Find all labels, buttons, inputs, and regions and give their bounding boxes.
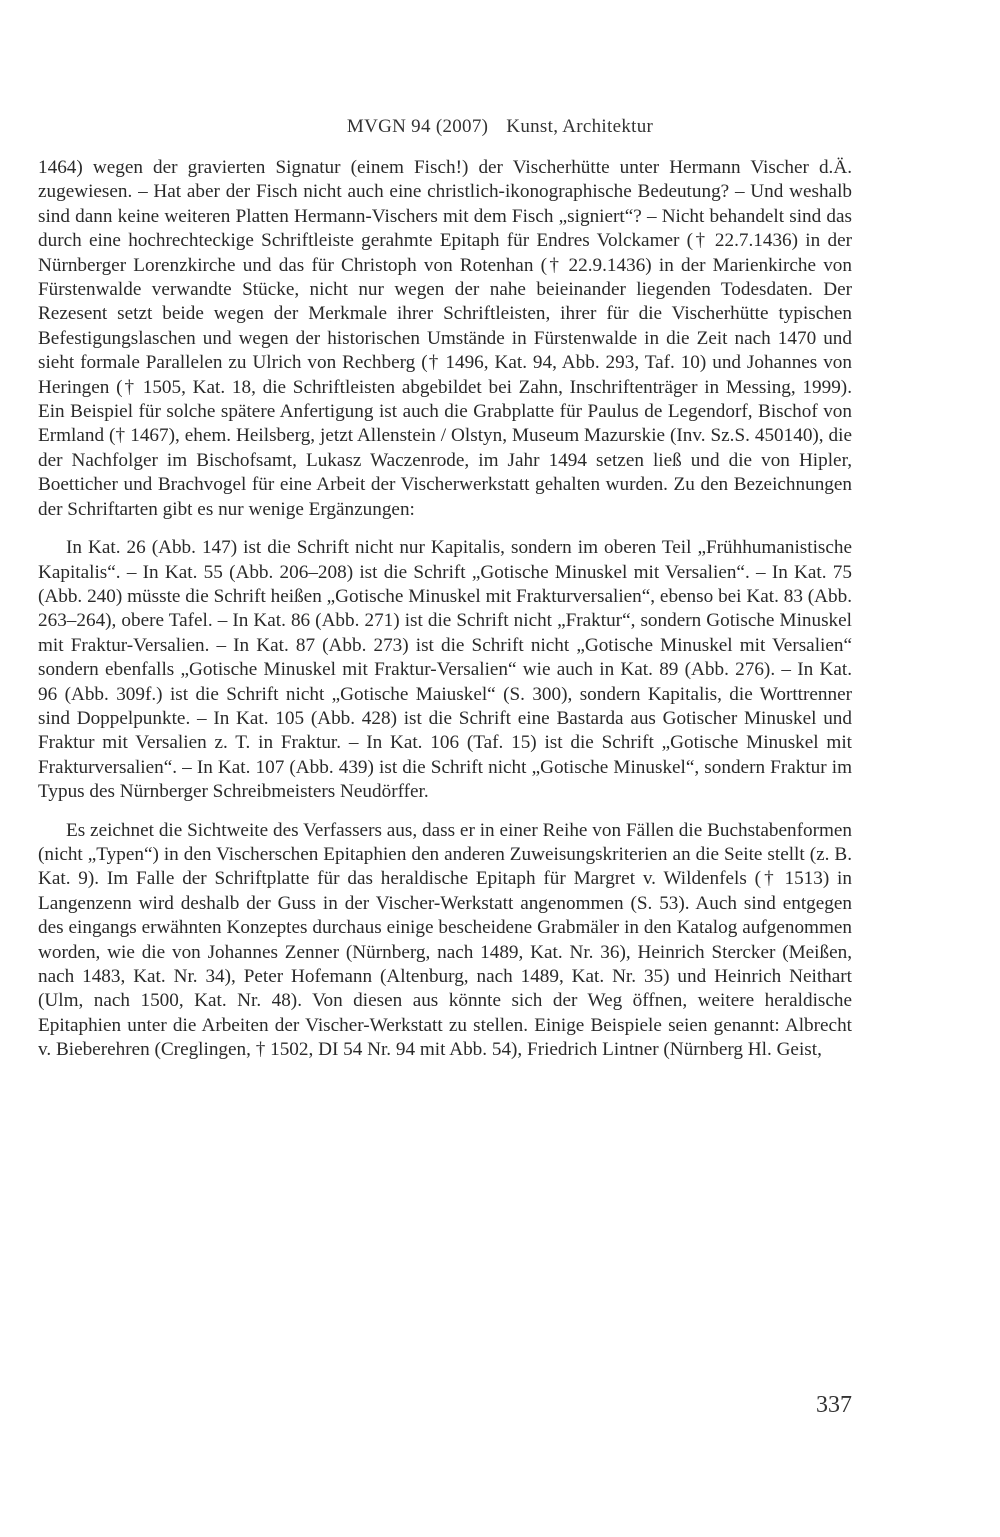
running-head-journal: MVGN 94 (2007) bbox=[346, 116, 489, 137]
body-text bbox=[38, 156, 852, 1063]
page-number: 337 bbox=[816, 1392, 852, 1418]
running-head-section: Kunst, Architektur bbox=[506, 116, 654, 137]
paragraph-letterforms: Es zeichnet die Sichtweite des Verfassers aus, dass er in einer Reihe von Fällen die Buchstabenformen (nicht „Typen“) in den Vischerschen Epitaphien den anderen Zuweisungskriterien an die Seite stellt (z. B. Kat. 9). Im Falle der Schriftplatte für das heraldische Epitaph für Margret v. Wildenfels († 1513) in Langenzenn wird deshalb der Guss in der Vischer-Werkstatt angenommen (S. 53). Auch sind entgegen des eingangs erwähnten Konzeptes durchaus einige bescheidene Grabmäler in den Katalog aufgenommen worden, wie die von Johannes Zenner (Nürnberg, nach 1489, Kat. Nr. 36), Heinrich Stercker (Meißen, nach 1483, Kat. Nr. 34), Peter Hofemann (Altenburg, nach 1489, Kat. Nr. 35) und Heinrich Neithart (Ulm, nach 1500, Kat. Nr. 48). Von diesen aus könnte sich der Weg öffnen, weitere heraldische Epitaphien unter die Arbeiten der Vischer-Werkstatt zu stellen. Einige Beispiele seien genannt: Albrecht v. Bieberehren (Creglingen, † 1502, DI 54 Nr. 94 mit Abb. 54), Friedrich Lintner (Nürnberg Hl. Geist, bbox=[38, 819, 852, 1061]
paragraph-continuation: 1464) wegen der gravierten Signatur (einem Fisch!) der Vischerhütte unter Hermann Vischer d.Ä. zugewiesen. – Hat aber der Fisch nicht auch eine christlich-ikonographische Bedeutung? – Und weshalb sind dann keine weiteren Platten Hermann-Vischers mit dem Fisch „signiert“? – Nicht behandelt sind das durch eine hochrechteckige Schriftleiste gerahmte Epitaph für Endres Volckamer († 22.7.1436) in der Nürnberger Lorenzkirche und das für Christoph von Rotenhan († 22.9.1436) in der Marienkirche von Fürstenwalde verwandte Stücke, nicht nur wegen der nahe beieinander liegenden Todesdaten. Der Rezesent setzt beide wegen der Merkmale ihrer Schriftleisten, ihrer für die Vischerhütte typischen Befestigungslaschen und wegen der historischen Umstände in Fürstenwalde in die Zeit nach 1470 und sieht formale Parallelen zu Ulrich von Rechberg († 1496, Kat. 94, Abb. 293, Taf. 10) und Johannes von Heringen († 1505, Kat. 18, die Schriftleisten abgebildet bei Zahn, Inschriftenträger in Messing, 1999). Ein Beispiel für solche spätere Anfertigung ist auch die Grabplatte für Paulus de Legendorf, Bischof von Ermland († 1467), ehem. Heilsberg, jetzt Allenstein / Olstyn, Museum Mazurskie (Inv. Sz.S. 450140), die der Nachfolger im Bischofsamt, Lukasz Waczenrode, im Jahr 1494 setzen ließ und die von Hipler, Boetticher und Brachvogel für eine Arbeit der Vischerwerkstatt gehalten wurden. Zu den Bezeichnungen der Schriftarten gibt es nur wenige Ergänzungen: bbox=[38, 157, 852, 520]
running-head bbox=[150, 116, 850, 138]
paragraph-script-corrections: In Kat. 26 (Abb. 147) ist die Schrift nicht nur Kapitalis, sondern im oberen Teil „Frühhumanistische Kapitalis“. – In Kat. 55 (Abb. 206–208) ist die Schrift „Gotische Minuskel mit Versalien“. – In Kat. 75 (Abb. 240) müsste die Schrift heißen „Gotische Minuskel mit Frakturversalien“, ebenso bei Kat. 83 (Abb. 263–264), obere Tafel. – In Kat. 86 (Abb. 271) ist die Schrift nicht „Fraktur“, sondern Gotische Minuskel mit Fraktur-Versalien. – In Kat. 87 (Abb. 273) ist die Schrift nicht „Gotische Minuskel mit Versalien“ sondern ebenfalls „Gotische Minuskel mit Fraktur-Versalien“ wie auch in Kat. 89 (Abb. 276). – In Kat. 96 (Abb. 309f.) ist die Schrift nicht „Gotische Maiuskel“ (S. 300), sondern Kapitalis, die Worttrenner sind Doppelpunkte. – In Kat. 105 (Abb. 428) ist die Schrift eine Bastarda aus Gotischer Minuskel und Fraktur mit Versalien z. T. in Fraktur. – In Kat. 106 (Taf. 15) ist die Schrift „Gotische Minuskel mit Frakturversalien“. – In Kat. 107 (Abb. 439) ist die Schrift nicht „Gotische Minuskel“, sondern Fraktur im Typus des Nürnberger Schreibmeisters Neudörffer. bbox=[38, 537, 852, 803]
